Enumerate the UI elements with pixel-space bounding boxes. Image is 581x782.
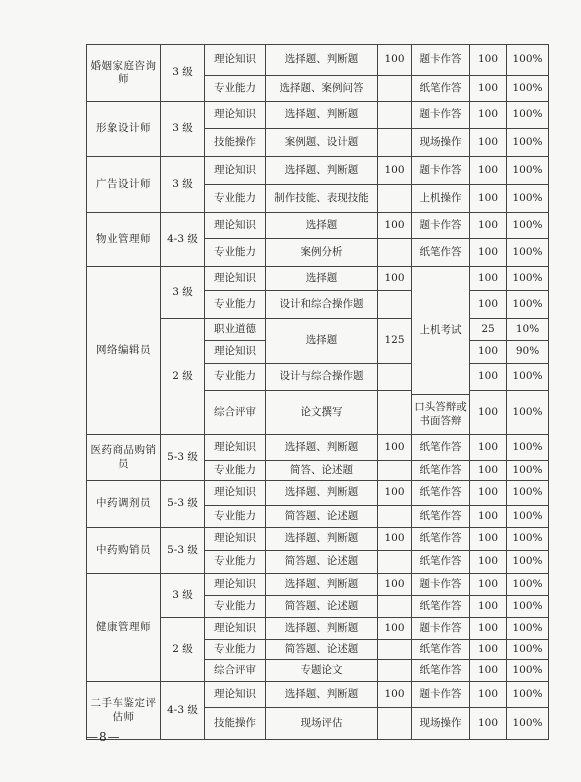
occupation-name: 形象设计师 — [87, 102, 161, 157]
total-score-cell: 100 — [470, 157, 507, 185]
pass-rate-cell: 100% — [507, 435, 549, 461]
duration-cell — [378, 660, 412, 682]
method-cell: 选择题、判断题 — [266, 157, 378, 185]
subject-cell: 专业能力 — [205, 76, 266, 102]
occupation-name: 健康管理师 — [87, 574, 161, 682]
answer-cell: 纸笔作答 — [412, 506, 470, 528]
pass-rate-cell: 90% — [507, 341, 549, 364]
total-score-cell: 100 — [470, 574, 507, 596]
subject-cell: 理论知识 — [205, 574, 266, 596]
method-cell: 简答题、论述题 — [266, 506, 378, 528]
duration-cell: 100 — [378, 435, 412, 461]
pass-rate-cell: 100% — [507, 267, 549, 291]
answer-cell: 现场操作 — [412, 129, 470, 157]
method-cell: 选择题、判断题 — [266, 574, 378, 596]
answer-cell: 纸笔作答 — [412, 239, 470, 267]
level-cell: 3 级 — [161, 102, 205, 157]
total-score-cell: 100 — [470, 76, 507, 102]
level-cell: 3 级 — [161, 574, 205, 618]
answer-cell: 纸笔作答 — [412, 481, 470, 506]
duration-cell: 125 — [378, 319, 412, 364]
total-score-cell: 100 — [470, 528, 507, 551]
subject-cell: 专业能力 — [205, 461, 266, 481]
method-cell: 设计和综合操作题 — [266, 291, 378, 319]
method-cell: 现场评估 — [266, 708, 378, 740]
answer-cell: 纸笔作答 — [412, 551, 470, 574]
total-score-cell: 100 — [470, 461, 507, 481]
pass-rate-cell: 100% — [507, 574, 549, 596]
total-score-cell: 100 — [470, 596, 507, 618]
table-row — [87, 157, 549, 185]
answer-cell: 题卡作答 — [412, 102, 470, 129]
pass-rate-cell: 100% — [507, 391, 549, 435]
duration-cell: 100 — [378, 267, 412, 291]
method-cell: 选择题、判断题 — [266, 528, 378, 551]
duration-cell: 100 — [378, 618, 412, 640]
subject-cell: 综合评审 — [205, 391, 266, 435]
pass-rate-cell: 100% — [507, 129, 549, 157]
level-cell: 3 级 — [161, 45, 205, 102]
total-score-cell: 100 — [470, 239, 507, 267]
method-cell: 专题论文 — [266, 660, 378, 682]
method-cell: 案例题、设计题 — [266, 129, 378, 157]
total-score-cell: 100 — [470, 640, 507, 660]
pass-rate-cell: 100% — [507, 640, 549, 660]
duration-cell: 100 — [378, 157, 412, 185]
total-score-cell: 100 — [470, 435, 507, 461]
duration-cell — [378, 364, 412, 391]
answer-cell: 纸笔作答 — [412, 528, 470, 551]
table-row — [87, 435, 549, 461]
duration-cell: 100 — [378, 528, 412, 551]
level-cell: 2 级 — [161, 319, 205, 435]
total-score-cell: 100 — [470, 45, 507, 76]
occupation-name: 二手车鉴定评估师 — [87, 682, 161, 740]
duration-cell — [378, 640, 412, 660]
table-row — [87, 102, 549, 129]
level-cell: 3 级 — [161, 157, 205, 213]
answer-cell: 纸笔作答 — [412, 640, 470, 660]
method-cell: 选择题、案例问答 — [266, 76, 378, 102]
method-cell: 简答、论述题 — [266, 461, 378, 481]
level-cell: 5-3 级 — [161, 435, 205, 481]
subject-cell: 理论知识 — [205, 481, 266, 506]
duration-cell — [378, 551, 412, 574]
level-cell: 3 级 — [161, 267, 205, 319]
subject-cell: 理论知识 — [205, 267, 266, 291]
method-cell: 简答题、论述题 — [266, 596, 378, 618]
total-score-cell: 100 — [470, 391, 507, 435]
total-score-cell: 100 — [470, 341, 507, 364]
table-row — [87, 213, 549, 239]
subject-cell: 综合评审 — [205, 660, 266, 682]
subject-cell: 理论知识 — [205, 528, 266, 551]
total-score-cell: 100 — [470, 102, 507, 129]
level-cell: 4-3 级 — [161, 682, 205, 740]
total-score-cell: 100 — [470, 660, 507, 682]
pass-rate-cell: 100% — [507, 506, 549, 528]
subject-cell: 职业道德 — [205, 319, 266, 341]
total-score-cell: 100 — [470, 185, 507, 213]
duration-cell — [378, 596, 412, 618]
occupation-name: 网络编辑员 — [87, 267, 161, 435]
pass-rate-cell: 100% — [507, 481, 549, 506]
table-row — [87, 45, 549, 76]
duration-cell — [378, 391, 412, 435]
answer-cell: 口头答辩或书面答辩 — [412, 395, 470, 435]
level-cell: 2 级 — [161, 618, 205, 682]
method-cell: 简答题、论述题 — [266, 551, 378, 574]
subject-cell: 理论知识 — [205, 157, 266, 185]
pass-rate-cell: 100% — [507, 364, 549, 391]
answer-cell: 纸笔作答 — [412, 596, 470, 618]
subject-cell: 专业能力 — [205, 185, 266, 213]
pass-rate-cell: 100% — [507, 45, 549, 76]
pass-rate-cell: 100% — [507, 596, 549, 618]
subject-cell: 理论知识 — [205, 682, 266, 708]
pass-rate-cell: 100% — [507, 291, 549, 319]
total-score-cell: 25 — [470, 319, 507, 341]
duration-cell — [378, 291, 412, 319]
duration-cell: 100 — [378, 213, 412, 239]
level-cell: 5-3 级 — [161, 528, 205, 574]
subject-cell: 专业能力 — [205, 364, 266, 391]
duration-cell — [378, 76, 412, 102]
pass-rate-cell: 100% — [507, 682, 549, 708]
duration-cell — [378, 102, 412, 129]
duration-cell — [378, 185, 412, 213]
total-score-cell: 100 — [470, 481, 507, 506]
answer-cell: 题卡作答 — [412, 45, 470, 76]
total-score-cell: 100 — [470, 708, 507, 740]
exam-schedule-table — [86, 44, 549, 740]
pass-rate-cell: 100% — [507, 551, 549, 574]
answer-cell: 上机操作 — [412, 185, 470, 213]
pass-rate-cell: 100% — [507, 660, 549, 682]
method-cell: 设计与综合操作题 — [266, 364, 378, 391]
duration-cell: 100 — [378, 682, 412, 708]
pass-rate-cell: 100% — [507, 528, 549, 551]
total-score-cell: 100 — [470, 364, 507, 391]
method-cell: 选择题、判断题 — [266, 481, 378, 506]
total-score-cell: 100 — [470, 618, 507, 640]
occupation-name: 广告设计师 — [87, 157, 161, 213]
answer-cell: 题卡作答 — [412, 618, 470, 640]
subject-cell: 专业能力 — [205, 506, 266, 528]
duration-cell — [378, 708, 412, 740]
answer-cell: 纸笔作答 — [412, 435, 470, 461]
method-cell: 简答题、论述题 — [266, 640, 378, 660]
occupation-name: 医药商品购销员 — [87, 435, 161, 481]
pass-rate-cell: 100% — [507, 708, 549, 740]
total-score-cell: 100 — [470, 291, 507, 319]
answer-cell: 题卡作答 — [412, 157, 470, 185]
method-cell: 选择题、判断题 — [266, 618, 378, 640]
method-cell: 选择题、判断题 — [266, 45, 378, 76]
table-row — [87, 528, 549, 551]
subject-cell: 理论知识 — [205, 341, 266, 364]
subject-cell: 理论知识 — [205, 435, 266, 461]
subject-cell: 专业能力 — [205, 239, 266, 267]
duration-cell: 100 — [378, 574, 412, 596]
subject-cell: 理论知识 — [205, 213, 266, 239]
total-score-cell: 100 — [470, 129, 507, 157]
table-row — [87, 574, 549, 596]
method-cell: 选择题 — [266, 213, 378, 239]
method-cell: 制作技能、表现技能 — [266, 185, 378, 213]
total-score-cell: 100 — [470, 551, 507, 574]
level-cell: 4-3 级 — [161, 213, 205, 267]
answer-cell: 上机考试 — [412, 267, 470, 395]
subject-cell: 技能操作 — [205, 129, 266, 157]
subject-cell: 理论知识 — [205, 45, 266, 76]
method-cell: 案例分析 — [266, 239, 378, 267]
duration-cell — [378, 239, 412, 267]
answer-cell: 现场操作 — [412, 708, 470, 740]
total-score-cell: 100 — [470, 682, 507, 708]
pass-rate-cell: 100% — [507, 213, 549, 239]
table-row — [87, 267, 549, 291]
subject-cell: 专业能力 — [205, 291, 266, 319]
subject-cell: 专业能力 — [205, 640, 266, 660]
duration-cell — [378, 461, 412, 481]
subject-cell: 专业能力 — [205, 551, 266, 574]
occupation-name: 中药调剂员 — [87, 481, 161, 528]
pass-rate-cell: 100% — [507, 461, 549, 481]
duration-cell — [378, 129, 412, 157]
method-cell: 选择题、判断题 — [266, 102, 378, 129]
pass-rate-cell: 100% — [507, 76, 549, 102]
pass-rate-cell: 100% — [507, 102, 549, 129]
pass-rate-cell: 100% — [507, 618, 549, 640]
method-cell: 选择题 — [266, 319, 378, 364]
pass-rate-cell: 10% — [507, 319, 549, 341]
method-cell: 选择题、判断题 — [266, 682, 378, 708]
subject-cell: 专业能力 — [205, 596, 266, 618]
method-cell: 选择题 — [266, 267, 378, 291]
total-score-cell: 100 — [470, 213, 507, 239]
subject-cell: 理论知识 — [205, 618, 266, 640]
subject-cell: 技能操作 — [205, 708, 266, 740]
occupation-name: 中药购销员 — [87, 528, 161, 574]
duration-cell — [378, 506, 412, 528]
table-row — [87, 682, 549, 708]
method-cell: 选择题、判断题 — [266, 435, 378, 461]
answer-cell: 纸笔作答 — [412, 660, 470, 682]
answer-cell: 纸笔作答 — [412, 76, 470, 102]
subject-cell: 理论知识 — [205, 102, 266, 129]
answer-cell: 题卡作答 — [412, 574, 470, 596]
pass-rate-cell: 100% — [507, 185, 549, 213]
method-cell: 论文撰写 — [266, 391, 378, 435]
duration-cell: 100 — [378, 45, 412, 76]
pass-rate-cell: 100% — [507, 239, 549, 267]
occupation-name: 物业管理师 — [87, 213, 161, 267]
total-score-cell: 100 — [470, 506, 507, 528]
answer-cell: 题卡作答 — [412, 682, 470, 708]
occupation-name: 婚姻家庭咨询师 — [87, 45, 161, 102]
level-cell: 5-3 级 — [161, 481, 205, 528]
answer-cell: 题卡作答 — [412, 213, 470, 239]
table-row — [87, 481, 549, 506]
total-score-cell: 100 — [470, 267, 507, 291]
pass-rate-cell: 100% — [507, 157, 549, 185]
page-number: —8— — [86, 730, 121, 744]
answer-cell: 纸笔作答 — [412, 461, 470, 481]
duration-cell: 100 — [378, 481, 412, 506]
